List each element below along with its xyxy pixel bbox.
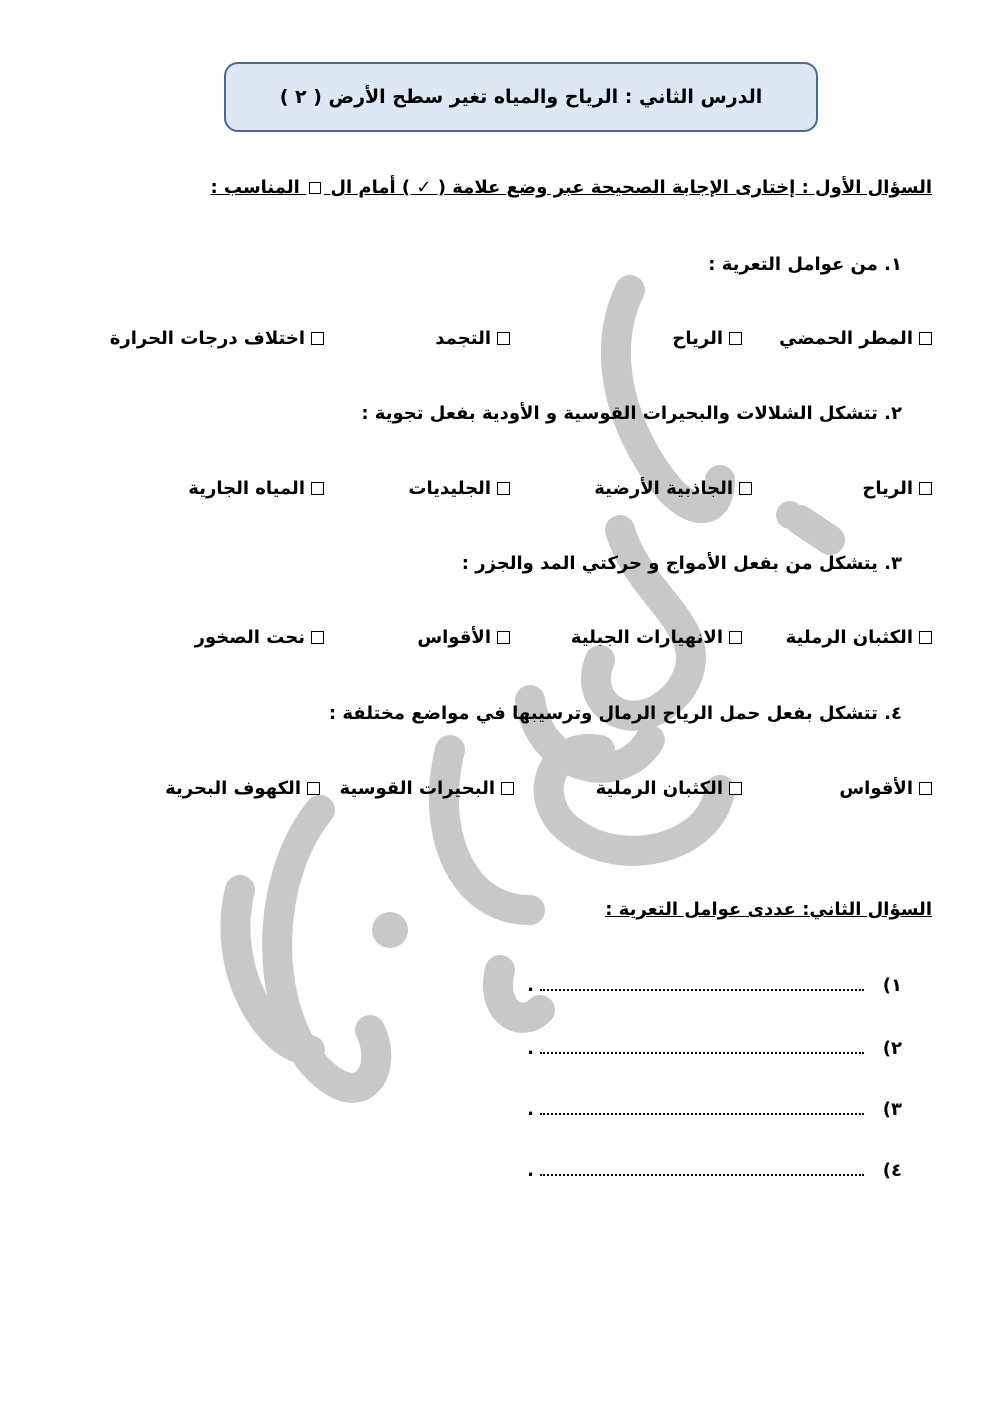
checkbox-icon[interactable] xyxy=(729,631,742,644)
checkbox-icon[interactable] xyxy=(739,482,752,495)
answer-end-mark: . xyxy=(527,1099,534,1120)
option-4-2[interactable] xyxy=(596,778,742,799)
answer-dotted-line[interactable] xyxy=(540,1162,864,1176)
question-1-item-4-prompt: ٤. تتشكل بفعل حمل الرياح الرمال وترسيبها في مواضع مختلفة : xyxy=(328,703,902,724)
answer-dotted-line[interactable] xyxy=(540,977,864,991)
option-3-4[interactable] xyxy=(195,627,324,648)
lesson-title: الدرس الثاني : الرياح والمياه تغير سطح الأرض ( ٢ ) xyxy=(279,86,763,108)
option-1-3[interactable] xyxy=(435,328,510,349)
option-2-4[interactable] xyxy=(188,478,324,499)
checkbox-icon[interactable] xyxy=(311,631,324,644)
checkbox-icon[interactable] xyxy=(919,631,932,644)
option-3-2[interactable] xyxy=(571,627,742,648)
option-label: الرياح xyxy=(862,478,913,499)
option-label: الأقواس xyxy=(839,778,913,799)
option-1-1[interactable] xyxy=(779,328,932,349)
answer-number: ٣) xyxy=(882,1099,902,1120)
checkbox-icon[interactable] xyxy=(919,332,932,345)
option-4-4[interactable] xyxy=(165,778,320,799)
question-1-heading-end: المناسب : xyxy=(210,177,300,198)
option-label: نحت الصخور xyxy=(194,627,305,648)
option-4-3[interactable] xyxy=(340,778,514,799)
checkbox-icon[interactable] xyxy=(311,482,324,495)
answer-end-mark: . xyxy=(527,975,534,996)
checkbox-icon[interactable] xyxy=(501,782,514,795)
checkbox-icon[interactable] xyxy=(497,482,510,495)
checkbox-icon[interactable] xyxy=(311,332,324,345)
answer-line-3[interactable] xyxy=(527,1099,902,1120)
option-label: المطر الحمضي xyxy=(779,328,913,349)
checkbox-icon[interactable] xyxy=(729,782,742,795)
option-label: الانهيارات الجبلية xyxy=(570,627,723,648)
option-label: التجمد xyxy=(435,328,491,349)
option-2-1[interactable] xyxy=(862,478,932,499)
option-label: الجليديات xyxy=(408,478,491,499)
answer-end-mark: . xyxy=(527,1160,534,1181)
answer-number: ١) xyxy=(882,975,902,996)
question-1-item-2-prompt: ٢. تتشكل الشلالات والبحيرات القوسية و الأودية بفعل تجوية : xyxy=(361,403,902,424)
option-3-3[interactable] xyxy=(417,627,510,648)
option-2-2[interactable] xyxy=(594,478,752,499)
question-1-item-1-prompt: ١. من عوامل التعرية : xyxy=(708,254,902,275)
option-label: الكهوف البحرية xyxy=(165,778,301,799)
option-1-4[interactable] xyxy=(110,328,324,349)
square-icon xyxy=(309,182,321,194)
option-label: البحيرات القوسية xyxy=(339,778,495,799)
answer-dotted-line[interactable] xyxy=(540,1040,864,1054)
answer-line-1[interactable] xyxy=(527,975,902,996)
checkbox-icon[interactable] xyxy=(919,782,932,795)
option-label: الجاذبية الأرضية xyxy=(594,478,733,499)
option-1-2[interactable] xyxy=(672,328,742,349)
checkbox-icon[interactable] xyxy=(919,482,932,495)
option-label: الكثبان الرملية xyxy=(785,627,913,648)
answer-line-4[interactable] xyxy=(527,1160,902,1181)
option-label: الرياح xyxy=(672,328,723,349)
question-1-item-3-prompt: ٣. يتشكل من بفعل الأمواج و حركتي المد والجزر : xyxy=(461,553,902,574)
option-label: المياه الجارية xyxy=(188,478,305,499)
option-3-1[interactable] xyxy=(786,627,932,648)
answer-end-mark: . xyxy=(527,1038,534,1059)
option-2-3[interactable] xyxy=(408,478,510,499)
checkbox-icon[interactable] xyxy=(729,332,742,345)
option-label: الكثبان الرملية xyxy=(595,778,723,799)
answer-number: ٢) xyxy=(882,1038,902,1059)
answer-line-2[interactable] xyxy=(527,1038,902,1059)
answer-number: ٤) xyxy=(882,1160,902,1181)
lesson-title-box xyxy=(224,62,818,132)
option-4-1[interactable] xyxy=(839,778,932,799)
question-1-heading-text: السؤال الأول : إختارى الإجابة الصحيحة عبر وضع علامة ( ✓ ) أمام ال xyxy=(330,177,932,198)
checkbox-icon[interactable] xyxy=(307,782,320,795)
checkbox-icon[interactable] xyxy=(497,332,510,345)
option-label: الأقواس xyxy=(417,627,491,648)
option-label: اختلاف درجات الحرارة xyxy=(109,328,305,349)
question-2-heading: السؤال الثاني: عددى عوامل التعرية : xyxy=(605,899,932,920)
checkbox-icon[interactable] xyxy=(497,631,510,644)
question-1-heading xyxy=(210,177,932,198)
answer-dotted-line[interactable] xyxy=(540,1101,864,1115)
